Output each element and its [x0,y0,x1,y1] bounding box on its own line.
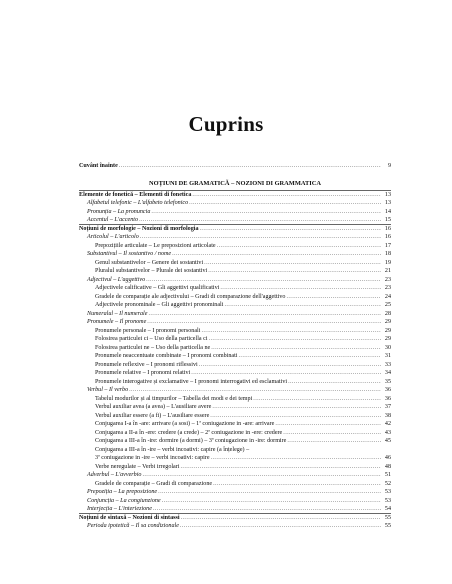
toc-entry[interactable] [79,208,391,217]
toc-page-number: 45 [384,438,391,444]
toc-entry-title: Adverbul – L'avverbio [87,472,142,478]
dot-leader [220,284,381,293]
toc-page-number: 36 [384,395,391,402]
toc-entry-title: Folosirea particulei ne – Uso della particella ne [95,344,211,351]
toc-entry-title: Conjugarea a III-a în -ire – verbi incoativi: capire (a înțelege) – [95,446,250,453]
dot-leader [288,378,381,387]
toc-entry[interactable] [79,259,391,268]
toc-entry[interactable] [79,378,391,387]
toc-entry-title: Alfabetul telefonic – L'alfabeto telefonico [87,200,189,206]
toc-page-number: 33 [384,361,391,368]
toc-entry-title: Conjuncția – La congiunzione [87,497,161,504]
toc-page-number: 37 [384,404,391,410]
toc-entry[interactable] [79,386,391,395]
toc-entry-title: Accentul – L'accento [87,217,139,223]
toc-entry-title: Pronumele – Il pronome [87,319,147,325]
toc-entry[interactable] [79,437,391,446]
toc-entry-title: Noțiuni de morfologie – Nozioni di morfologia [79,225,199,232]
toc-page-number: 18 [384,251,391,257]
toc-entry[interactable] [79,480,391,489]
toc-entry[interactable] [79,361,391,370]
toc-entry-title: Pronumele relative – I pronomi relativi [95,370,191,376]
dot-leader [208,267,381,276]
toc-page-number: 21 [384,268,391,274]
toc-page-number: 25 [384,302,391,308]
dot-leader [211,344,381,353]
toc-page-number: 35 [384,378,391,385]
toc-page-number: 36 [384,387,391,393]
toc-page-number: 54 [384,506,391,512]
dot-leader [287,437,381,446]
toc-entry[interactable] [79,162,391,171]
dot-leader [224,301,381,310]
toc-page-number: 30 [384,344,391,351]
toc-entry[interactable] [79,429,391,438]
toc-page-number: 55 [384,514,391,521]
toc-page-number: 29 [384,336,391,342]
toc-entry[interactable] [79,497,391,506]
toc-page-number: 55 [384,523,391,529]
dot-leader [189,199,381,208]
dot-leader [209,335,381,344]
toc-entry[interactable] [79,344,391,353]
dot-leader [151,208,381,217]
toc-page-number: 53 [384,497,391,504]
toc-entry[interactable] [79,352,391,361]
toc-page-number: 43 [384,429,391,436]
dot-leader [140,233,381,242]
toc-entry-title: Cuvânt înainte [79,163,118,169]
toc-entry-title: Conjugarea I-a în -are: arrivare (a sosi) – 1ª coniugazione in -are: arrivare [95,421,275,427]
toc-page-number: 31 [384,353,391,359]
dot-leader [201,327,381,336]
toc-page-number: 24 [384,293,391,300]
toc-entry[interactable] [79,514,391,523]
dot-leader [162,497,381,506]
toc-entry-title: Gradele de comparație ale adjectivului – Gradi di comparazione dell'aggettivo [95,293,286,300]
toc-entry-title: Pronumele interogative și exclamative – I pronomi interrogativi ed esclamativi [95,378,288,385]
toc-entry[interactable] [79,267,391,276]
dot-leader [119,162,381,171]
toc-entry[interactable] [79,225,391,234]
dot-leader [180,463,381,472]
toc-entry[interactable] [79,293,391,302]
toc-page-number: 52 [384,480,391,487]
section-heading: NOȚIUNI DE GRAMATICĂ – NOZIONI DI GRAMMATICA [149,179,321,187]
toc-entry[interactable] [79,369,391,378]
toc-entry[interactable] [79,284,391,293]
toc-entry-title: Pronunția – La pronuncia [87,208,151,215]
dot-leader [147,318,381,327]
toc-entry-title: Articolul – L'articolo [87,234,139,240]
toc-page-number: 13 [384,200,391,206]
toc-page-number: 29 [384,319,391,325]
dot-leader [148,310,381,319]
toc-page-number: 23 [384,276,391,283]
toc-page-number: 19 [384,259,391,266]
dot-leader [217,242,381,251]
toc-page-number: 15 [384,217,391,223]
dot-leader [146,276,381,285]
dot-leader [199,361,381,370]
toc-entry-title: Substantivul – Il sostantivo / nome [87,251,172,257]
toc-page-number: 28 [384,310,391,317]
toc-entry-title: Pronumele reflexive – I pronomi riflessivi [95,361,198,368]
toc-page-number: 14 [384,208,391,215]
toc-entry[interactable] [79,471,391,480]
toc-page-number: 53 [384,489,391,495]
dot-leader [180,522,381,531]
toc-entry[interactable] [79,310,391,319]
toc-page-number: 23 [384,285,391,291]
dot-leader [210,412,381,421]
toc-entry-title: Gradele de comparație – Gradi di comparazione [95,480,213,487]
toc-entry[interactable] [79,420,391,429]
toc-entry-title: Elemente de fonetică – Elementi di fonetica [79,191,192,198]
toc-entry[interactable] [79,301,391,310]
toc-entry[interactable] [79,191,391,200]
toc-entry-title: Adjectivele calificative – Gli aggettivi qualificativi [95,285,220,291]
toc-entry-title: Conjugarea a III-a în -ire: dormire (a dormi) – 3ª coniugazione in -ire: dormire [95,438,287,444]
toc-page-number: 46 [384,455,391,461]
toc-entry[interactable] [79,335,391,344]
dot-leader [192,191,381,200]
toc-entry-title: Pronumele personale – I pronomi personali [95,327,201,334]
toc-entry-title: Numeralul – Il numerale [87,310,148,317]
toc-entry[interactable] [79,463,391,472]
toc-page-number: 34 [384,370,391,376]
dot-leader [204,259,381,268]
toc-page-number: 9 [387,163,391,169]
toc-entry-title: Conjugarea a II-a în -ere: credere (a crede) – 2ª coniugazione in -ere: credere [95,429,283,436]
toc-page-number: 38 [384,412,391,419]
toc-entry[interactable] [79,395,391,404]
toc-entry-title: Adjectivul – L'aggettivo [87,276,146,283]
toc-entry[interactable] [79,276,391,285]
dot-leader [213,480,381,489]
toc-entry-title: Tabelul modurilor și al timpurilor – Tabella dei modi e dei tempi [95,395,253,402]
dot-leader [172,250,381,259]
dot-leader [283,429,381,438]
dot-leader [286,293,381,302]
dot-leader [238,352,381,361]
toc-page-number: 13 [384,191,391,198]
toc-entry[interactable] [79,446,391,455]
toc-page-number: 16 [384,234,391,240]
toc-entry-title: Pronumele neaccentuate combinate – I pronomi combinati [95,353,238,359]
dot-leader [200,225,382,234]
toc-page-number: 48 [384,463,391,470]
dot-leader [158,488,381,497]
toc-entry[interactable] [79,412,391,421]
dot-leader [142,471,381,480]
toc-entry[interactable] [79,318,391,327]
toc-entry[interactable] [79,454,391,463]
table-of-contents [79,162,391,531]
toc-entry-title: Adjectivele pronominale – Gli aggettivi pronominali [95,302,224,308]
toc-entry-title: Noțiuni de sintaxă – Nozioni di sintassi [79,514,180,521]
dot-leader [181,514,381,523]
toc-entry[interactable] [79,199,391,208]
toc-entry[interactable] [79,403,391,412]
toc-entry-title: Prepoziția – La preposizione [87,489,158,495]
toc-entry-title: Perioda ipotetică – Il sa condizionale [87,523,179,529]
toc-entry[interactable] [79,522,391,531]
toc-entry-title: Prepozițiile articulate – Le preposizioni articolate [95,242,216,249]
toc-entry-title: Folosirea particulei ci – Uso della particella ci [95,336,208,342]
toc-entry-title: Verbul auxiliar avea (a avea) – L'ausiliare avere [95,404,212,410]
dot-leader [275,420,381,429]
toc-entry-title: Verbe neregulate – Verbi irregolari [95,463,180,470]
toc-entry-title: Verbul auxiliar essere (a fi) – L'ausiliare essere [95,412,210,419]
toc-entry[interactable] [79,233,391,242]
toc-page-number: 17 [384,242,391,249]
toc-page-number: 42 [384,421,391,427]
toc-entry-title: Pluralul substantivelor – Plurale dei sostantivi [95,268,208,274]
toc-page-number: 29 [384,327,391,334]
dot-leader [211,454,381,463]
toc-entry-title: 3ª coniugazione in -ire – verbi incoativi: capire [95,455,210,461]
dot-leader [129,386,381,395]
toc-entry-title: Genul substantivelor – Genere dei sostantivi [95,259,204,266]
dot-leader [191,369,381,378]
dot-leader [253,395,381,404]
toc-entry[interactable] [79,327,391,336]
toc-entry[interactable] [79,242,391,251]
page-title: Cuprins [188,112,264,136]
toc-entry-title: Verbul – Il verbo [87,387,129,393]
toc-entry-title: Interjecția – L'interiezione [87,506,152,512]
toc-entry[interactable] [79,250,391,259]
dot-leader [212,403,381,412]
toc-entry[interactable] [79,488,391,497]
toc-page-number: 16 [384,225,391,232]
toc-page-number: 51 [384,472,391,478]
